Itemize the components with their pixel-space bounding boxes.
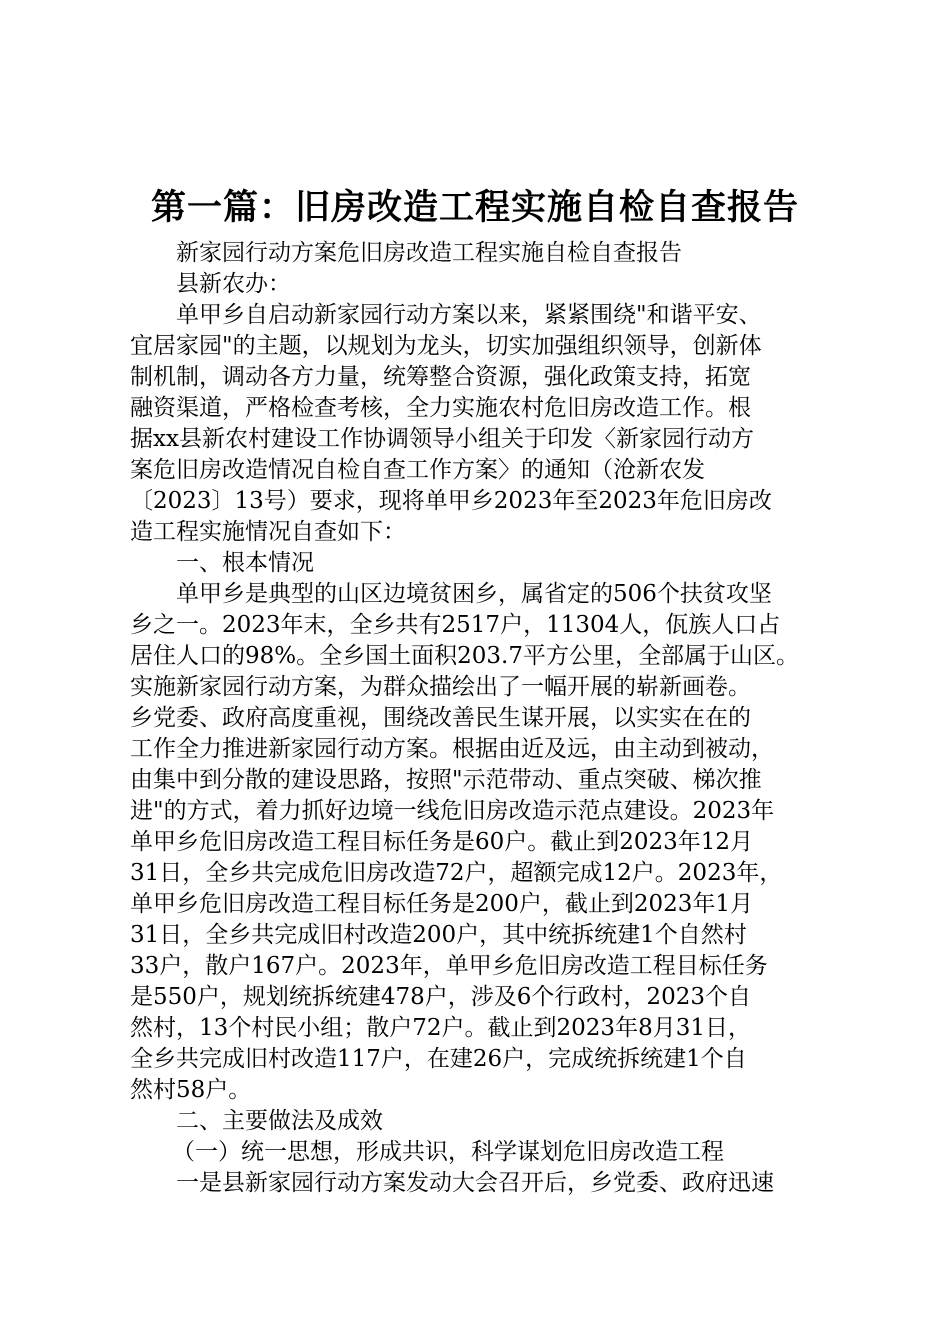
body-line: 单甲乡自启动新家园行动方案以来，紧紧围绕"和谐平安、 (176, 302, 762, 328)
body-line: 乡之一。2023年末，全乡共有2517户，11304人，佤族人口占 (130, 612, 781, 638)
body-line: 造工程实施情况自查如下： (130, 519, 406, 545)
body-line: 工作全力推进新家园行动方案。根据由近及远，由主动到被动， (130, 736, 774, 762)
body-line: （一）统一思想，形成共识，科学谋划危旧房改造工程 (172, 1139, 724, 1165)
body-line: 一是县新家园行动方案发动大会召开后，乡党委、政府迅速 (176, 1170, 774, 1196)
body-line: 县新农办： (176, 271, 291, 297)
document-body (130, 238, 830, 1199)
body-line: 一、根本情况 (176, 550, 314, 576)
body-line: 融资渠道，严格检查考核，全力实施农村危旧房改造工作。根 (130, 395, 751, 421)
body-line: 然村，13个村民小组；散户72户。截止到2023年8月31日， (130, 1015, 751, 1041)
body-line: 单甲乡危旧房改造工程目标任务是60户。截止到2023年12月 (130, 829, 754, 855)
body-line: 单甲乡危旧房改造工程目标任务是200户，截止到2023年1月 (130, 891, 754, 917)
body-line: 31日，全乡共完成危旧房改造72户，超额完成12户。2023年， (130, 860, 783, 886)
body-line: 居住人口的98%。全乡国土面积203.7平方公里，全部属于山区。 (130, 643, 799, 669)
body-line: 新家园行动方案危旧房改造工程实施自检自查报告 (176, 240, 682, 266)
body-line: 然村58户。 (130, 1077, 252, 1103)
body-line: 〔2023〕13号）要求，现将单甲乡2023年至2023年危旧房改 (130, 488, 772, 514)
body-line: 制机制，调动各方力量，统筹整合资源，强化政策支持，拓宽 (130, 364, 751, 390)
body-line: 全乡共完成旧村改造117户，在建26户，完成统拆统建1个自 (130, 1046, 747, 1072)
body-line: 是550户，规划统拆统建478户，涉及6个行政村，2023个自 (130, 984, 751, 1010)
body-line: 进"的方式，着力抓好边境一线危旧房改造示范点建设。2023年 (130, 798, 775, 824)
body-line: 宜居家园"的主题，以规划为龙头，切实加强组织领导，创新体 (130, 333, 762, 359)
body-line: 实施新家园行动方案，为群众描绘出了一幅开展的崭新画卷。 (130, 674, 751, 700)
body-line: 据xx县新农村建设工作协调领导小组关于印发〈新家园行动方 (130, 426, 754, 452)
body-line: 案危旧房改造情况自检自查工作方案〉的通知（沧新农发 (130, 457, 705, 483)
body-line: 单甲乡是典型的山区边境贫困乡，属省定的506个扶贫攻坚 (176, 581, 772, 607)
body-line: 二、主要做法及成效 (176, 1108, 383, 1134)
body-line: 33户，散户167户。2023年，单甲乡危旧房改造工程目标任务 (130, 953, 768, 979)
body-line: 乡党委、政府高度重视，围绕改善民生谋开展，以实实在在的 (130, 705, 751, 731)
document-title: 第一篇：旧房改造工程实施自检自查报告 (150, 187, 799, 228)
body-line: 由集中到分散的建设思路，按照"示范带动、重点突破、梯次推 (130, 767, 762, 793)
body-line: 31日，全乡共完成旧村改造200户，其中统拆统建1个自然村 (130, 922, 747, 948)
